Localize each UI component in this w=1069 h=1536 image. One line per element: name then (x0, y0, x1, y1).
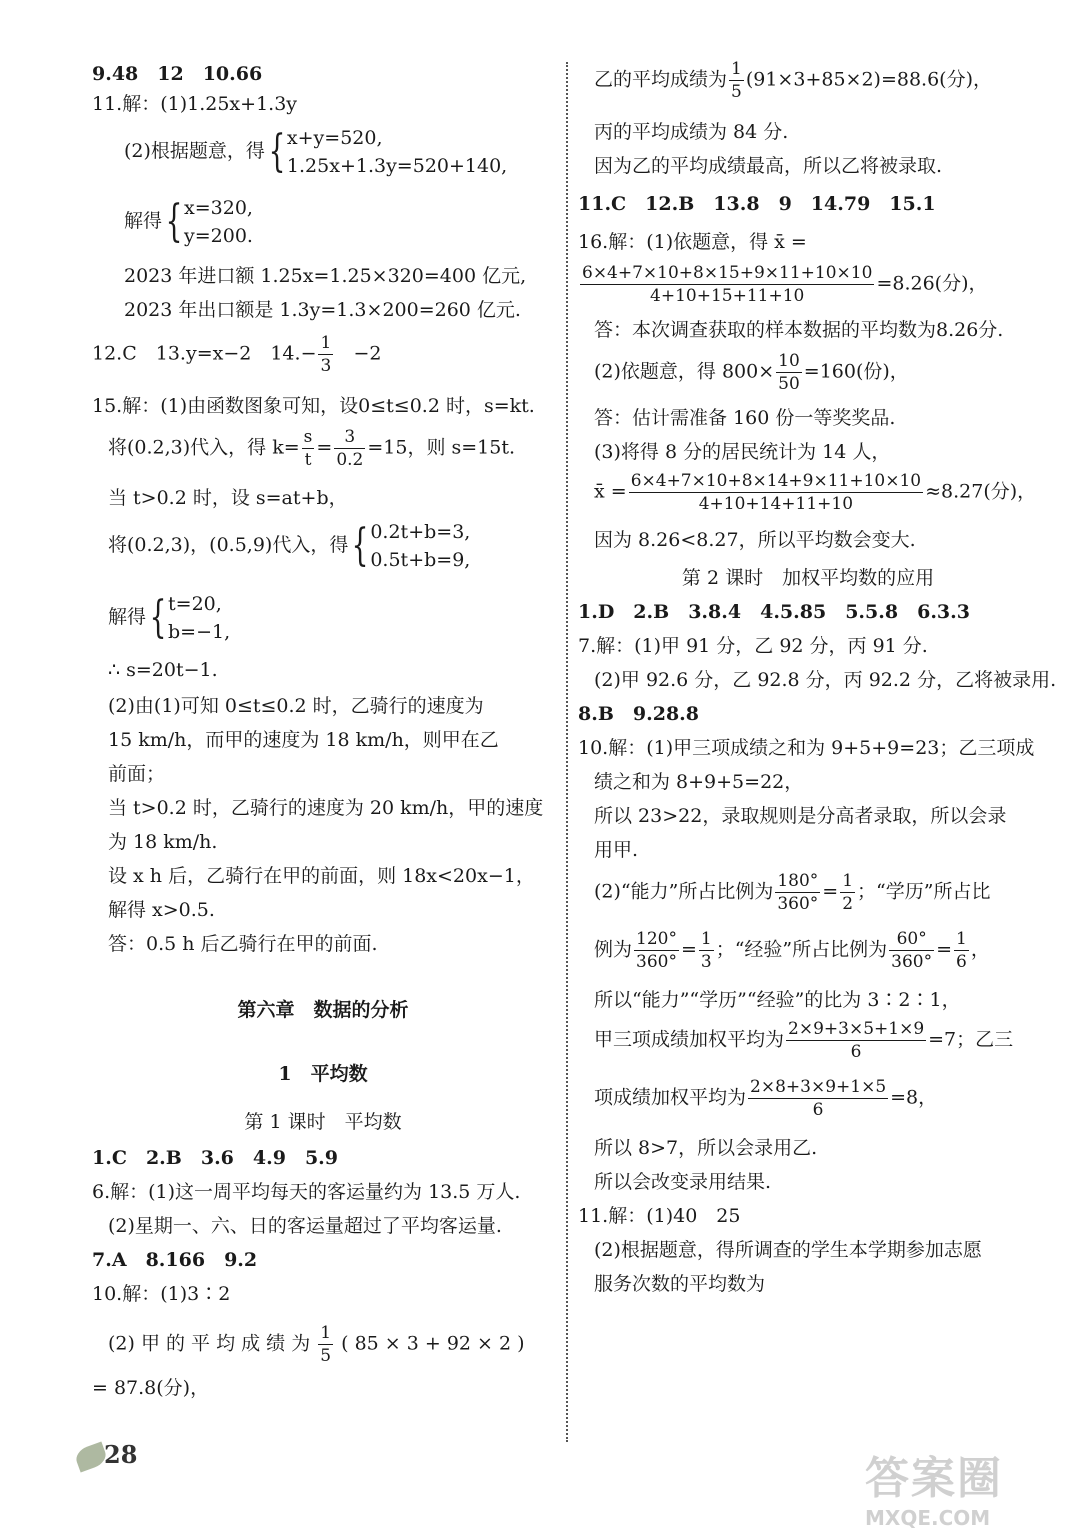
text: 乙的平均成绩为 (594, 68, 728, 91)
answer-line (578, 262, 1038, 312)
text: ， (970, 938, 990, 961)
right-column (578, 59, 1057, 1295)
page-number-badge (70, 1432, 150, 1484)
denominator: 6 (850, 1042, 862, 1062)
answer-line: (2)由(1)可知 0≤t≤0.2 时，乙骑行的速度为 (108, 695, 484, 717)
answer-line: 服务次数的平均数为 (594, 1273, 766, 1295)
text: 将(0.2,3)代入，得 k= (108, 436, 300, 459)
page-number: 28 (104, 1440, 138, 1469)
denominator: 3 (700, 952, 712, 972)
answer-line: (3)将得 8 分的居民统计为 14 人， (594, 441, 891, 463)
answer-line: 用甲. (594, 839, 639, 861)
watermark-url: MXQE.COM (865, 1506, 991, 1530)
text: = (936, 938, 953, 961)
text: 解得 (124, 210, 163, 232)
answer-line: (2)根据题意，得所调查的学生本学期参加志愿 (594, 1239, 982, 1261)
numerator: 1 (731, 59, 742, 79)
text: = (316, 436, 333, 459)
answer-line: 15 km/h，而甲的速度为 18 km/h，则甲在乙 (108, 729, 499, 751)
denominator: t (304, 450, 312, 470)
denominator: 4+10+14+11+10 (698, 494, 854, 514)
text: (91×3+85×2)=88.6(分)， (745, 68, 993, 91)
answer-line: 为 18 km/h. (108, 831, 218, 853)
numerator: s (303, 427, 313, 447)
answer-line: 所以 23>22，录取规则是分高者录取，所以会录 (594, 805, 1007, 827)
text: =8.26(分)， (876, 272, 988, 295)
numerator: 6×4+7×10+8×15+9×11+10×10 (582, 263, 873, 283)
answer-line: 当 t>0.2 时，设 s=at+b， (108, 487, 348, 509)
answer-line (578, 350, 1038, 400)
numerator: 1 (320, 1323, 332, 1343)
answer-line: 7.A 8.166 9.2 (92, 1249, 258, 1271)
denominator: 2 (842, 894, 854, 914)
answer-line: (2)星期一、六、日的客运量超过了平均客运量. (108, 1215, 502, 1237)
chapter-title: 第六章 数据的分析 (237, 999, 409, 1021)
answer-line (92, 332, 554, 382)
numerator: 6×4+7×10+8×14+9×11+10×10 (630, 471, 922, 491)
denominator: 6 (812, 1100, 824, 1120)
text: =160(份)， (803, 360, 909, 383)
answer-line: 将(0.2,3)，(0.5,9)代入，得{ 0.2t+b=3, 0.5t+b=9, (92, 518, 554, 582)
denominator: 360° (777, 894, 819, 914)
answer-line: 10.解：(1)甲三项成绩之和为 9+5+9=23；乙三项成 (578, 737, 1035, 759)
text: 例为 (594, 938, 633, 961)
text: ；“经验”所占比例为 (715, 938, 888, 961)
numerator: 10 (778, 351, 800, 371)
answer-line (578, 1018, 1038, 1070)
text: ( 85 × 3 + 92 × 2 ) (341, 1332, 525, 1355)
answer-line: 7.解：(1)甲 91 分，乙 92 分，丙 91 分. (578, 635, 928, 657)
answer-line: 1.C 2.B 3.6 4.9 5.9 (92, 1147, 339, 1169)
text: = (680, 938, 697, 961)
answer-line: 绩之和为 8+9+5=22， (594, 771, 804, 793)
answer-line: 6.解：(1)这一周平均每天的客运量约为 13.5 万人. (92, 1181, 521, 1203)
denominator: 4+10+15+11+10 (650, 286, 805, 306)
text: 甲三项成绩加权平均为 (594, 1028, 785, 1051)
denominator: 0.2 (336, 450, 364, 470)
text: = (822, 880, 839, 903)
text: (2)“能力”所占比例为 (594, 880, 774, 903)
answer-line: 2023 年出口额是 1.3y=1.3×200=260 亿元. (124, 299, 521, 321)
denominator: 360° (891, 952, 933, 972)
answer-line (578, 470, 1038, 520)
answer-line (578, 870, 1038, 922)
answer-line (92, 1322, 554, 1374)
numerator: 2×8+3×9+1×5 (750, 1077, 887, 1097)
text: ；“学历”所占比 (857, 880, 991, 903)
text: (2)根据题意，得 (124, 140, 265, 162)
answer-line: 10.解：(1)3∶2 (92, 1283, 231, 1305)
answer-line (92, 426, 554, 476)
numerator: 120° (636, 929, 677, 949)
text: −2 (353, 342, 382, 365)
numerator: 3 (334, 426, 365, 449)
text: 12.C 13.y=x−2 14.− (92, 342, 317, 365)
numerator: 1 (320, 333, 332, 353)
answer-line: 答：本次调查获取的样本数据的平均数为8.26分. (594, 319, 1004, 341)
numerator: 60° (889, 928, 934, 951)
text: 将(0.2,3)，(0.5,9)代入，得 (108, 534, 349, 556)
equation: t=20, (168, 593, 222, 615)
answer-line: 解得{ x=320, y=200. (92, 194, 554, 258)
numerator: 2×9+3×5+1×9 (788, 1019, 925, 1039)
answer-line: 9.48 12 10.66 (92, 63, 263, 85)
denominator: 5 (320, 1346, 332, 1366)
answer-line (578, 928, 1038, 980)
answer-line: 因为 8.26<8.27，所以平均数会变大. (594, 529, 916, 551)
denominator: 3 (320, 356, 332, 376)
numerator: 1 (700, 929, 712, 949)
answer-line (578, 58, 1038, 108)
answer-line: 答：0.5 h 后乙骑行在甲的前面. (108, 933, 378, 955)
answer-line: (2)甲 92.6 分，乙 92.8 分，丙 92.2 分，乙将被录用. (594, 669, 1057, 691)
answer-line: 所以会改变录用结果. (594, 1171, 772, 1193)
numerator: 180° (777, 871, 819, 891)
answer-line: 11.解：(1)1.25x+1.3y (92, 93, 298, 115)
answer-line (578, 1076, 1038, 1128)
text: =15，则 s=15t. (367, 436, 516, 459)
answer-line: 当 t>0.2 时，乙骑行的速度为 20 km/h，甲的速度 (108, 797, 544, 819)
lesson-title: 第 2 课时 加权平均数的应用 (681, 567, 935, 589)
column-divider (566, 62, 568, 1442)
numerator: 1 (842, 871, 854, 891)
denominator: 360° (636, 952, 677, 972)
answer-line: 解得{ t=20, b=−1, (92, 590, 554, 654)
lesson-title: 第 1 课时 平均数 (244, 1111, 402, 1133)
equation: b=−1, (168, 621, 231, 643)
answer-line: 2023 年进口额 1.25x=1.25×320=400 亿元, (124, 265, 527, 287)
text: x̄ = (594, 480, 627, 503)
section-title: 1 平均数 (278, 1063, 368, 1085)
answer-line: 1.D 2.B 3.8.4 4.5.85 5.5.8 6.3.3 (578, 601, 970, 623)
text: 解得 (108, 606, 147, 628)
equation: 1.25x+1.3y=520+140, (286, 155, 508, 177)
equation: 0.5t+b=9, (370, 549, 471, 571)
answer-line: 前面； (108, 763, 166, 785)
text: (2)依题意，得 800× (594, 360, 775, 383)
left-column (92, 60, 554, 1399)
answer-line: (2)根据题意，得{ x+y=520, 1.25x+1.3y=520+140, (92, 124, 554, 188)
watermark-text: 答案圈 (865, 1453, 1003, 1504)
denominator: 50 (778, 374, 800, 394)
answer-line: 丙的平均成绩为 84 分. (594, 121, 789, 143)
answer-line: 设 x h 后，乙骑行在甲的前面，则 18x<20x−1， (108, 865, 535, 887)
equation: y=200. (184, 225, 253, 247)
answer-line: 15.解：(1)由函数图象可知，设0≤t≤0.2 时，s=kt. (92, 395, 535, 417)
denominator: 5 (731, 82, 742, 102)
answer-line: 因为乙的平均成绩最高，所以乙将被录取. (594, 155, 943, 177)
answer-line: 答：估计需准备 160 份一等奖奖品. (594, 407, 896, 429)
answer-line: ∴ s=20t−1. (108, 659, 218, 681)
answer-line: 解得 x>0.5. (108, 899, 215, 921)
answer-line: = 87.8(分)， (92, 1377, 210, 1399)
answer-line: 8.B 9.28.8 (578, 703, 700, 725)
answer-line: 所以 8>7，所以会录用乙. (594, 1137, 818, 1159)
answer-line: 11.C 12.B 13.8 9 14.79 15.1 (578, 193, 936, 215)
text: (2) 甲 的 平 均 成 绩 为 (108, 1332, 311, 1355)
text: ≈8.27(分)， (925, 480, 1037, 503)
answer-line: 16.解：(1)依题意，得 x̄ = (578, 231, 807, 253)
equation: x+y=520, (286, 127, 383, 149)
equation: x=320, (184, 197, 253, 219)
watermark-logo (865, 1442, 1055, 1530)
numerator: 1 (956, 929, 967, 949)
text: 项成绩加权平均为 (594, 1086, 747, 1109)
text: =7；乙三 (928, 1028, 1014, 1051)
equation: 0.2t+b=3, (370, 521, 471, 543)
denominator: 6 (956, 952, 967, 972)
answer-line: 11.解：(1)40 25 (578, 1205, 741, 1227)
text: =8， (890, 1086, 938, 1109)
answer-line: 所以“能力”“学历”“经验”的比为 3∶2∶1， (594, 989, 961, 1011)
